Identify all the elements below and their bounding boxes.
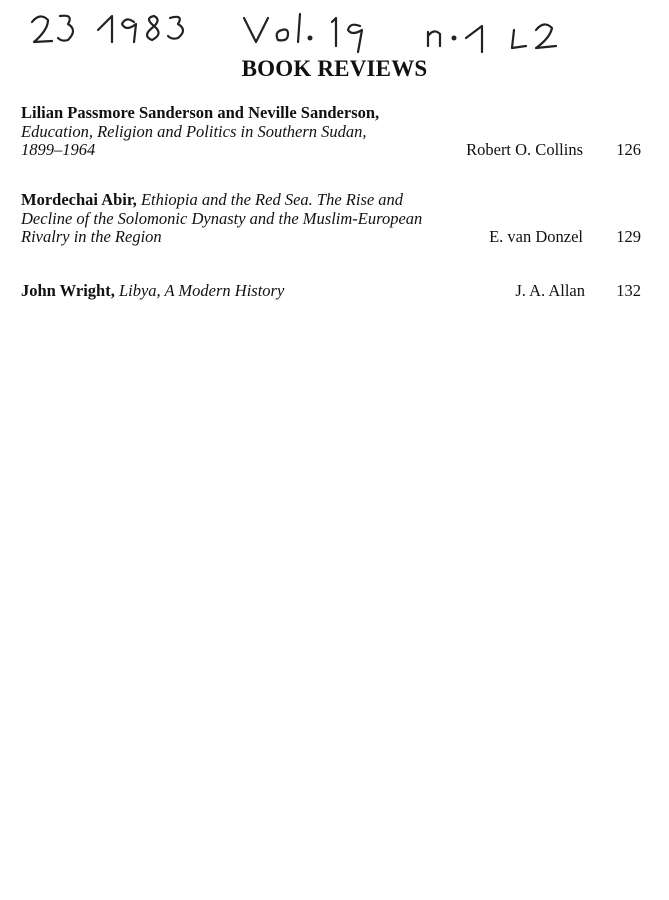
review-authors: Lilian Passmore Sanderson and Neville Sanderson, (21, 103, 380, 122)
review-authors: John Wright, (21, 281, 115, 300)
book-title-line: Decline of the Solomonic Dynasty and the Muslim-European (21, 208, 423, 228)
review-entry-1 (21, 104, 641, 160)
page-number: 126 (616, 140, 641, 159)
page-number: 129 (616, 227, 641, 246)
page-number: 132 (616, 281, 641, 300)
book-title-line: Ethiopia and the Red Sea. The Rise and (140, 190, 404, 209)
handwritten-annotation (30, 8, 590, 58)
book-title-line: Rivalry in the Region (21, 227, 162, 246)
reviewer-name: Robert O. Collins (466, 140, 583, 159)
reviewer-name: J. A. Allan (515, 281, 585, 300)
reviewer-name: E. van Donzel (489, 227, 583, 246)
review-authors: Mordechai Abir, (21, 190, 137, 209)
review-entry-3 (21, 282, 641, 301)
review-entry-2 (21, 191, 641, 247)
page-title: BOOK REVIEWS (241, 56, 428, 81)
book-title-line: Education, Religion and Politics in Southern Sudan, (21, 121, 367, 141)
book-title-line: Libya, A Modern History (118, 281, 285, 300)
book-title-line: 1899–1964 (21, 140, 96, 159)
